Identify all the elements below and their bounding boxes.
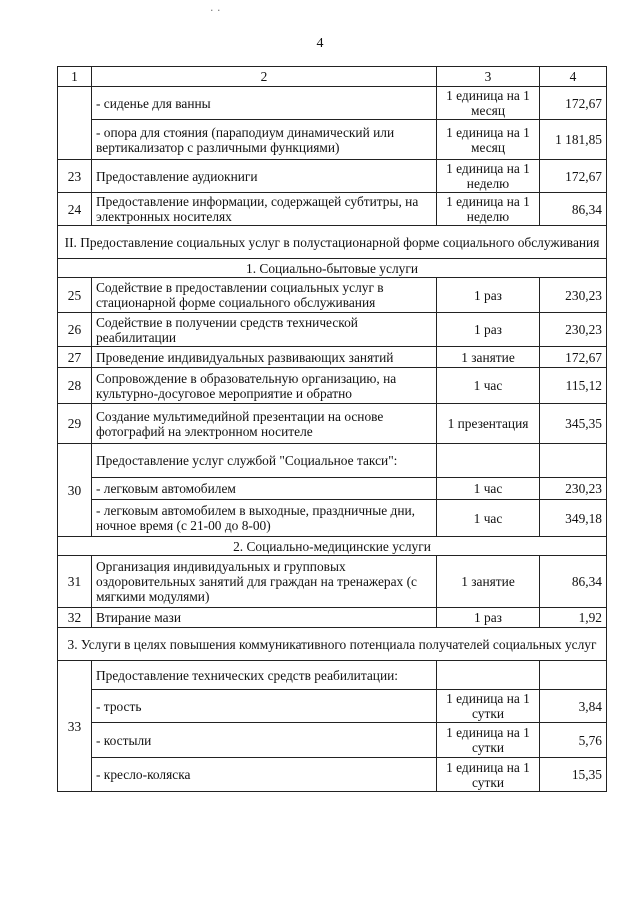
service-price: 230,23: [540, 278, 607, 313]
service-name: Организация индивидуальных и групповых оздоровительных занятий для граждан на тренажерах (с мягкими модулями): [92, 556, 437, 608]
row-number-cell: [58, 87, 92, 160]
service-unit: 1 раз: [437, 278, 540, 313]
service-unit: [437, 444, 540, 478]
service-name: - легковым автомобилем в выходные, праздничные дни, ночное время (с 21-00 до 8-00): [92, 500, 437, 537]
service-unit: 1 единица на 1 неделю: [437, 160, 540, 193]
top-scan-mark: · ·: [210, 4, 221, 17]
service-name: - костыли: [92, 723, 437, 758]
service-price: 3,84: [540, 690, 607, 723]
table-row: [58, 444, 607, 478]
header-col-3: 3: [437, 67, 540, 87]
table-row: [58, 278, 607, 313]
header-col-4: 4: [540, 67, 607, 87]
service-unit: 1 раз: [437, 608, 540, 628]
service-price: 86,34: [540, 556, 607, 608]
table-row: [58, 193, 607, 226]
header-col-2: 2: [92, 67, 437, 87]
service-unit: 1 единица на 1 неделю: [437, 193, 540, 226]
table-row: [58, 690, 607, 723]
table-row: [58, 556, 607, 608]
service-name: - опора для стояния (параподиум динамический или вертикализатор с различными функциями): [92, 120, 437, 160]
subsection-row: [58, 628, 607, 661]
service-unit: 1 единица на 1 сутки: [437, 723, 540, 758]
row-number: 30: [58, 444, 92, 537]
section-row: [58, 226, 607, 259]
service-unit: 1 единица на 1 сутки: [437, 758, 540, 792]
row-number: 27: [58, 347, 92, 368]
service-unit: 1 занятие: [437, 556, 540, 608]
service-price: 349,18: [540, 500, 607, 537]
subsection-heading: 3. Услуги в целях повышения коммуникативного потенциала получателей социальных услуг: [58, 628, 607, 661]
page-number: 4: [316, 36, 324, 51]
table-row: [58, 120, 607, 160]
service-unit: 1 презентация: [437, 404, 540, 444]
table-row: [58, 160, 607, 193]
service-name: Проведение индивидуальных развивающих занятий: [92, 347, 437, 368]
subsection-row: [58, 537, 607, 556]
table-row: [58, 87, 607, 120]
service-price: 230,23: [540, 313, 607, 347]
service-unit: 1 час: [437, 478, 540, 500]
service-price: 345,35: [540, 404, 607, 444]
subsection-heading: 1. Социально-бытовые услуги: [58, 259, 607, 278]
service-unit: 1 единица на 1 сутки: [437, 690, 540, 723]
section-heading: II. Предоставление социальных услуг в полустационарной форме социального обслуживания: [58, 226, 607, 259]
service-unit: 1 час: [437, 500, 540, 537]
service-name: - легковым автомобилем: [92, 478, 437, 500]
row-number: 26: [58, 313, 92, 347]
table-row: [58, 758, 607, 792]
table-row: [58, 313, 607, 347]
service-name: Втирание мази: [92, 608, 437, 628]
service-price: 5,76: [540, 723, 607, 758]
service-name: Предоставление технических средств реабилитации:: [92, 661, 437, 690]
table-row: [58, 661, 607, 690]
service-name: Сопровождение в образовательную организацию, на культурно-досуговое мероприятие и обратно: [92, 368, 437, 404]
subsection-heading: 2. Социально-медицинские услуги: [58, 537, 607, 556]
row-number: 28: [58, 368, 92, 404]
service-price: 172,67: [540, 160, 607, 193]
service-name: - сиденье для ванны: [92, 87, 437, 120]
table-row: [58, 347, 607, 368]
table-row: [58, 723, 607, 758]
service-price: 172,67: [540, 347, 607, 368]
row-number: 25: [58, 278, 92, 313]
row-number: 24: [58, 193, 92, 226]
service-name: Содействие в получении средств технической реабилитации: [92, 313, 437, 347]
service-name: Создание мультимедийной презентации на основе фотографий на электронном носителе: [92, 404, 437, 444]
service-unit: 1 занятие: [437, 347, 540, 368]
table-row: [58, 478, 607, 500]
service-price: 172,67: [540, 87, 607, 120]
service-price: 86,34: [540, 193, 607, 226]
table-row: [58, 368, 607, 404]
service-name: Предоставление информации, содержащей субтитры, на электронных носителях: [92, 193, 437, 226]
service-price: 230,23: [540, 478, 607, 500]
service-price: [540, 661, 607, 690]
row-number: 32: [58, 608, 92, 628]
service-unit: 1 час: [437, 368, 540, 404]
row-number: 31: [58, 556, 92, 608]
service-unit: 1 единица на 1 месяц: [437, 87, 540, 120]
service-unit: 1 раз: [437, 313, 540, 347]
service-price: 1,92: [540, 608, 607, 628]
services-price-table: [57, 66, 607, 792]
service-unit: [437, 661, 540, 690]
service-name: - кресло-коляска: [92, 758, 437, 792]
subsection-row: [58, 259, 607, 278]
service-name: Предоставление аудиокниги: [92, 160, 437, 193]
table-row: [58, 404, 607, 444]
service-price: 1 181,85: [540, 120, 607, 160]
service-price: [540, 444, 607, 478]
table-row: [58, 608, 607, 628]
row-number: 23: [58, 160, 92, 193]
service-price: 15,35: [540, 758, 607, 792]
header-col-1: 1: [58, 67, 92, 87]
service-name: Предоставление услуг службой "Социальное такси":: [92, 444, 437, 478]
service-unit: 1 единица на 1 месяц: [437, 120, 540, 160]
table-row: [58, 500, 607, 537]
service-name: Содействие в предоставлении социальных услуг в стационарной форме социального обслуживания: [92, 278, 437, 313]
table-header-row: [58, 67, 607, 87]
row-number: 33: [58, 661, 92, 792]
service-name: - трость: [92, 690, 437, 723]
row-number: 29: [58, 404, 92, 444]
service-price: 115,12: [540, 368, 607, 404]
